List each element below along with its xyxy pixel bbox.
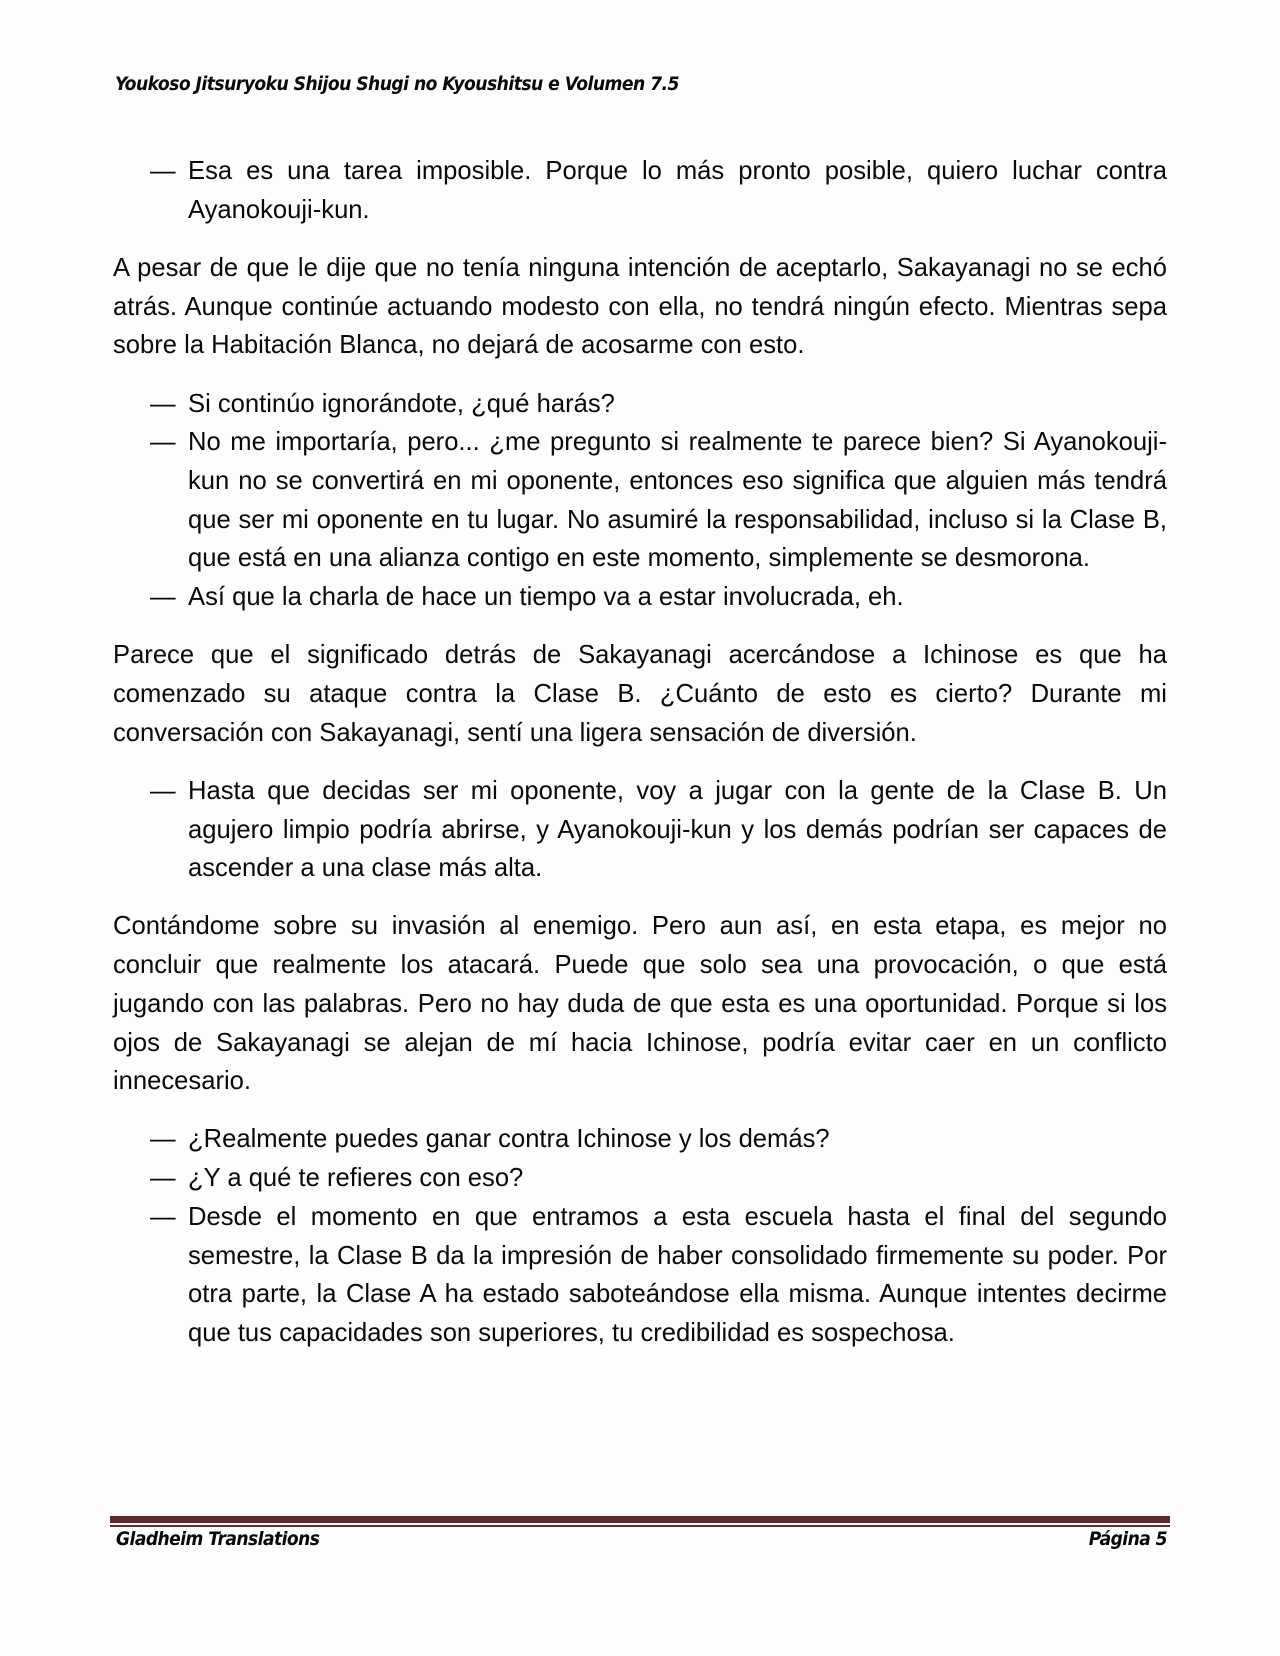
em-dash: —	[150, 583, 176, 612]
footer-page-number: Página 5	[1088, 1528, 1167, 1550]
dialogue-line	[113, 578, 1167, 617]
dialogue-line	[113, 152, 1167, 229]
dialogue-line	[113, 772, 1167, 888]
footer-divider-thin	[110, 1525, 1170, 1527]
paragraph-2: Parece que el significado detrás de Sakayanagi acercándose a Ichinose es que ha comenzado su ataque contra la Clase B. ¿Cuánto de esto es cierto? Durante mi conversación con Sakayanagi, sentí una ligera sensación de diversión.	[113, 641, 1167, 747]
dialogue-line	[113, 423, 1167, 578]
dialogue-group-3	[113, 772, 1167, 888]
footer-translator-credit: Gladheim Translations	[116, 1528, 320, 1550]
dialogue-group-2	[113, 385, 1167, 617]
dialogue-line	[113, 1198, 1167, 1353]
document-body	[113, 152, 1167, 1372]
em-dash: —	[150, 157, 176, 185]
page-header-title: Youkoso Jitsuryoku Shijou Shugi no Kyoushitsu e Volumen 7.5	[115, 74, 679, 95]
em-dash: —	[150, 1164, 176, 1193]
dialogue-text: Así que la charla de hace un tiempo va a estar involucrada, eh.	[188, 583, 904, 612]
footer-divider-thick	[110, 1516, 1170, 1523]
dialogue-text: Esa es una tarea imposible. Porque lo más pronto posible, quiero luchar contra Ayanokouji-kun.	[188, 157, 1167, 224]
dialogue-group-1	[113, 152, 1167, 229]
dialogue-text: No me importaría, pero... ¿me pregunto si realmente te parece bien? Si Ayanokouji-kun no se convertirá en mi oponente, entonces eso significa que alguien más tendrá que ser mi oponente en tu lugar. No asumiré la responsabilidad, incluso si la Clase B, que está en una alianza contigo en este momento, simplemente se desmorona.	[188, 428, 1167, 573]
paragraph-3: Contándome sobre su invasión al enemigo. Pero aun así, en esta etapa, es mejor no concluir que realmente los atacará. Puede que solo sea una provocación, o que está jugando con las palabras. Pero no hay duda de que esta es una oportunidad. Porque si los ojos de Sakayanagi se alejan de mí hacia Ichinose, podría evitar caer en un conflicto innecesario.	[113, 912, 1167, 1096]
dialogue-line	[113, 385, 1167, 424]
dialogue-text: ¿Y a qué te refieres con eso?	[188, 1164, 524, 1193]
dialogue-group-4	[113, 1120, 1167, 1352]
em-dash: —	[150, 389, 176, 418]
paragraph-1: A pesar de que le dije que no tenía ninguna intención de aceptarlo, Sakayanagi no se echó atrás. Aunque continúe actuando modesto con ella, no tendrá ningún efecto. Mientras sepa sobre la Habitación Blanca, no dejará de acosarme con esto.	[113, 253, 1167, 360]
footer-divider	[110, 1516, 1170, 1527]
em-dash: —	[150, 1202, 176, 1231]
em-dash: —	[150, 776, 176, 805]
dialogue-line	[113, 1120, 1167, 1159]
dialogue-text: ¿Realmente puedes ganar contra Ichinose y los demás?	[188, 1125, 830, 1154]
dialogue-text: Si continúo ignorándote, ¿qué harás?	[188, 389, 615, 418]
dialogue-line	[113, 1159, 1167, 1198]
em-dash: —	[150, 1125, 176, 1154]
dialogue-text: Hasta que decidas ser mi oponente, voy a jugar con la gente de la Clase B. Un agujero limpio podría abrirse, y Ayanokouji-kun y los demás podrían ser capaces de ascender a una clase más alta.	[188, 776, 1167, 883]
em-dash: —	[150, 428, 176, 457]
dialogue-text: Desde el momento en que entramos a esta escuela hasta el final del segundo semestre, la Clase B da la impresión de haber consolidado firmemente su poder. Por otra parte, la Clase A ha estado saboteándose ella misma. Aunque intentes decirme que tus capacidades son superiores, tu credibilidad es sospechosa.	[188, 1202, 1167, 1347]
